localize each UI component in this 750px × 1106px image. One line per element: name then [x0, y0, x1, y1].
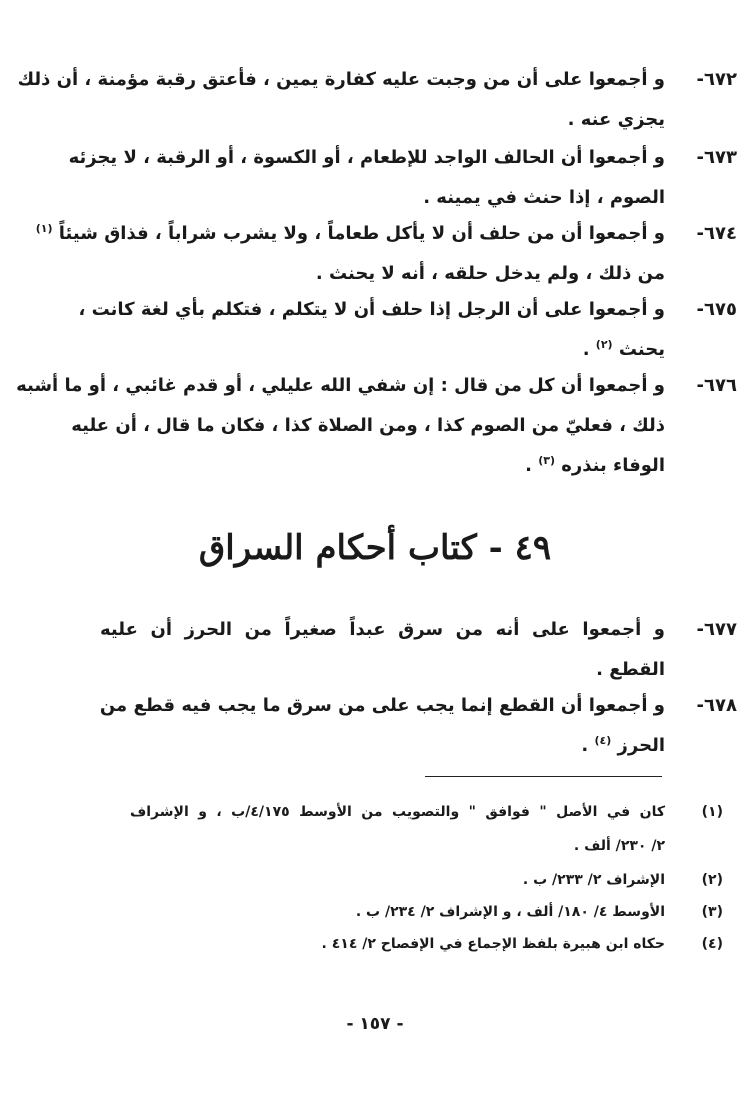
footnote-marker: (٢): [595, 338, 613, 351]
footnote-line: ٢/ ٢٣٠/ ألف .: [573, 838, 665, 854]
entry-line: من ذلك ، ولم يدخل حلقه ، أنه لا يحنث .: [315, 263, 665, 284]
entry-number: ٦٧٣-: [696, 147, 737, 168]
entry-line: الصوم ، إذا حنث في يمينه .: [423, 187, 665, 208]
entry-line: و أجمعوا أن كل من قال : إن شفي الله عليلي ، أو قدم غائبي ، أو ما أشبه: [16, 375, 665, 396]
entry-672: [17, 60, 737, 140]
entry-673: [68, 138, 737, 218]
footnote-line: الإشراف ٢/ ٢٣٣/ ب .: [522, 872, 665, 888]
entry-line: القطع .: [596, 659, 665, 680]
entry-line: و أجمعوا على أنه من سرق عبداً صغيراً من الحرز أن عليه: [100, 619, 665, 640]
entry-number: ٦٧٧-: [696, 619, 737, 640]
footnote-line: حكاه ابن هبيرة بلفظ الإجماع في الإفصاح ٢/ ٤١٤ .: [321, 936, 665, 952]
entry-number: ٦٧٨-: [696, 695, 737, 716]
footnote-number: (٢): [701, 872, 723, 888]
entry-674: [35, 214, 737, 294]
footnote-marker: (٣): [538, 454, 555, 467]
footnote-marker: (٤): [594, 734, 612, 747]
entry-676: [16, 366, 737, 486]
entry-line: الحرز $^{(٤)}$ .: [581, 734, 665, 756]
entry-number: ٦٧٢-: [696, 69, 737, 90]
footnote-2: [130, 863, 723, 897]
footnote-marker: (١): [35, 222, 53, 235]
footnote-4: [130, 927, 723, 961]
chapter-title: ٤٩ - كتاب أحكام السراق: [198, 528, 552, 568]
footnote-separator: [425, 776, 662, 777]
entry-line: يحنث $^{(٢)}$ .: [582, 338, 665, 360]
entry-line: ذلك ، فعليّ من الصوم كذا ، ومن الصلاة كذا ، فكان ما قال ، أن عليه: [71, 415, 665, 436]
entry-line: يجزي عنه .: [567, 109, 665, 130]
footnote-line: الأوسط ٤/ ١٨٠/ ألف ، و الإشراف ٢/ ٢٣٤/ ب .: [355, 904, 665, 920]
entry-line: الوفاء بنذره $^{(٣)}$ .: [525, 454, 665, 476]
footnote-1: [130, 795, 723, 863]
entry-number: ٦٧٥-: [696, 299, 737, 320]
footnote-number: (٣): [701, 904, 723, 920]
entry-678: [99, 686, 737, 766]
entry-number: ٦٧٦-: [696, 375, 737, 396]
footnote-line: كان في الأصل " فوافق " والتصويب من الأوسط ٤/١٧٥/ب ، و الإشراف: [130, 804, 665, 820]
entry-line: و أجمعوا أن الحالف الواجد للإطعام ، أو الكسوة ، أو الرقبة ، لا يجزئه: [68, 147, 665, 168]
footnote-3: [130, 895, 723, 929]
entry-line-text: الحرز: [617, 735, 665, 756]
entry-line: [35, 214, 665, 254]
entry-677: [100, 610, 737, 690]
entry-number: ٦٧٤-: [696, 223, 737, 244]
entry-line-text: يحنث: [618, 339, 665, 360]
entry-line-text: الوفاء بنذره: [561, 455, 665, 476]
page-number: - ١٥٧ -: [346, 1014, 404, 1034]
entry-line: و أجمعوا على أن من وجبت عليه كفارة يمين ، فأعتق رقبة مؤمنة ، أن ذلك: [17, 69, 665, 90]
entry-line-text: و أجمعوا أن من حلف أن لا يأكل طعاماً ، ولا يشرب شراباً ، فذاق شيئاً: [58, 223, 665, 244]
entry-line: و أجمعوا أن القطع إنما يجب على من سرق ما يجب فيه قطع من: [99, 695, 665, 716]
entry-675: [78, 290, 737, 370]
footnote-number: (١): [701, 804, 723, 820]
footnote-number: (٤): [701, 936, 723, 952]
entry-line: و أجمعوا على أن الرجل إذا حلف أن لا يتكلم ، فتكلم بأي لغة كانت ،: [78, 299, 665, 320]
